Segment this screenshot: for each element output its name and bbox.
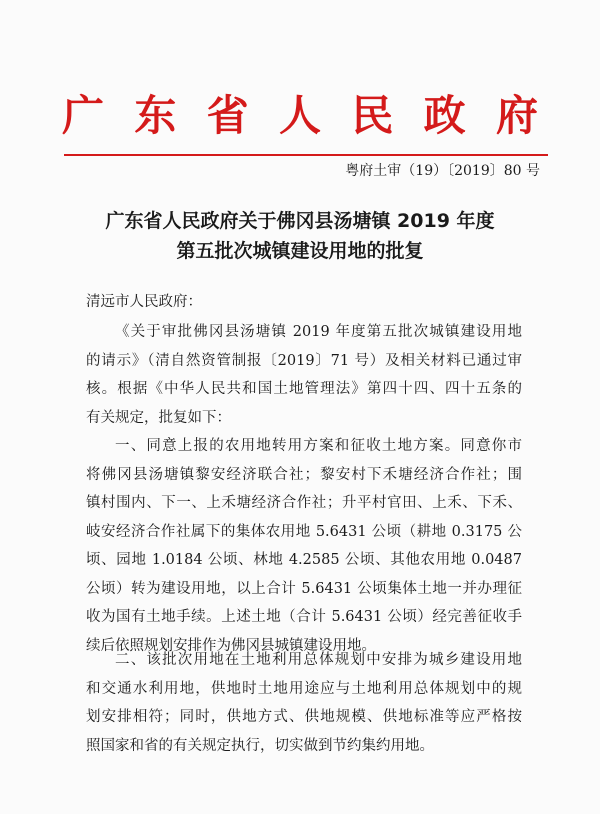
addressee: 清远市人民政府： <box>86 294 202 310</box>
header-char: 政 <box>423 91 466 140</box>
paragraph-line: 将佛冈县汤塘镇黎安经济联合社；黎安村下禾塘经济合作社；围 <box>86 466 522 483</box>
header-char: 东 <box>134 91 177 140</box>
paragraph-line: 续后依照规划安排作为佛冈县城镇建设用地。 <box>86 637 376 654</box>
paragraph-item-one <box>86 432 522 660</box>
paragraph-line: 的请示》（清自然资管制报〔2019〕71 号）及相关材料已通过审 <box>86 352 522 369</box>
paragraph-line: 镇村围内、下一、上禾塘经济合作社；升平村官田、上禾、下禾、 <box>86 495 522 511</box>
header-char: 府 <box>495 91 538 140</box>
paragraph-line: 和交通水利用地，供地时土地用途应与土地利用总体规划中的规 <box>86 680 522 697</box>
paragraph-line: 《关于审批佛冈县汤塘镇 2019 年度第五批次城镇建设用地 <box>115 324 522 340</box>
document-title-line-2: 第五批次城镇建设用地的批复 <box>176 240 424 262</box>
document-title-line-1: 广东省人民政府关于佛冈县汤塘镇 2019 年度 <box>105 210 495 232</box>
header-char: 人 <box>278 91 321 140</box>
paragraph-line: 一、同意上报的农用地转用方案和征收土地方案。同意你市 <box>115 438 522 454</box>
document-number: 粤府土审（19）〔2019〕80 号 <box>345 163 540 179</box>
paragraph-line: 有关规定，批复如下： <box>86 409 231 426</box>
paragraph-item-two <box>86 646 522 760</box>
red-divider-line <box>64 154 548 156</box>
header-char: 民 <box>351 91 394 140</box>
header-char: 广 <box>62 91 105 140</box>
paragraph-line: 二、该批次用地在土地利用总体规划中安排为城乡建设用地 <box>115 652 522 668</box>
paragraph-line: 收为国有土地手续。上述土地（合计 5.6431 公顷）经完善征收手 <box>86 609 522 625</box>
paragraph-line: 顷、园地 1.0184 公顷、林地 4.2585 公顷、其他农用地 0.0487 <box>86 552 522 568</box>
paragraph-request <box>86 318 522 432</box>
paragraph-line: 核。根据《中华人民共和国土地管理法》第四十四、四十五条的 <box>86 381 522 397</box>
issuer-header <box>62 86 538 146</box>
paragraph-line: 照国家和省的有关规定执行，切实做到节约集约用地。 <box>86 737 434 754</box>
paragraph-line: 公顷）转为建设用地，以上合计 5.6431 公顷集体土地一并办理征 <box>86 580 522 597</box>
header-char: 省 <box>206 91 249 140</box>
paragraph-line: 岐安经济合作社属下的集体农用地 5.6431 公顷（耕地 0.3175 公 <box>86 523 522 540</box>
paragraph-line: 划安排相符；同时，供地方式、供地规模、供地标准等应严格按 <box>86 709 522 725</box>
